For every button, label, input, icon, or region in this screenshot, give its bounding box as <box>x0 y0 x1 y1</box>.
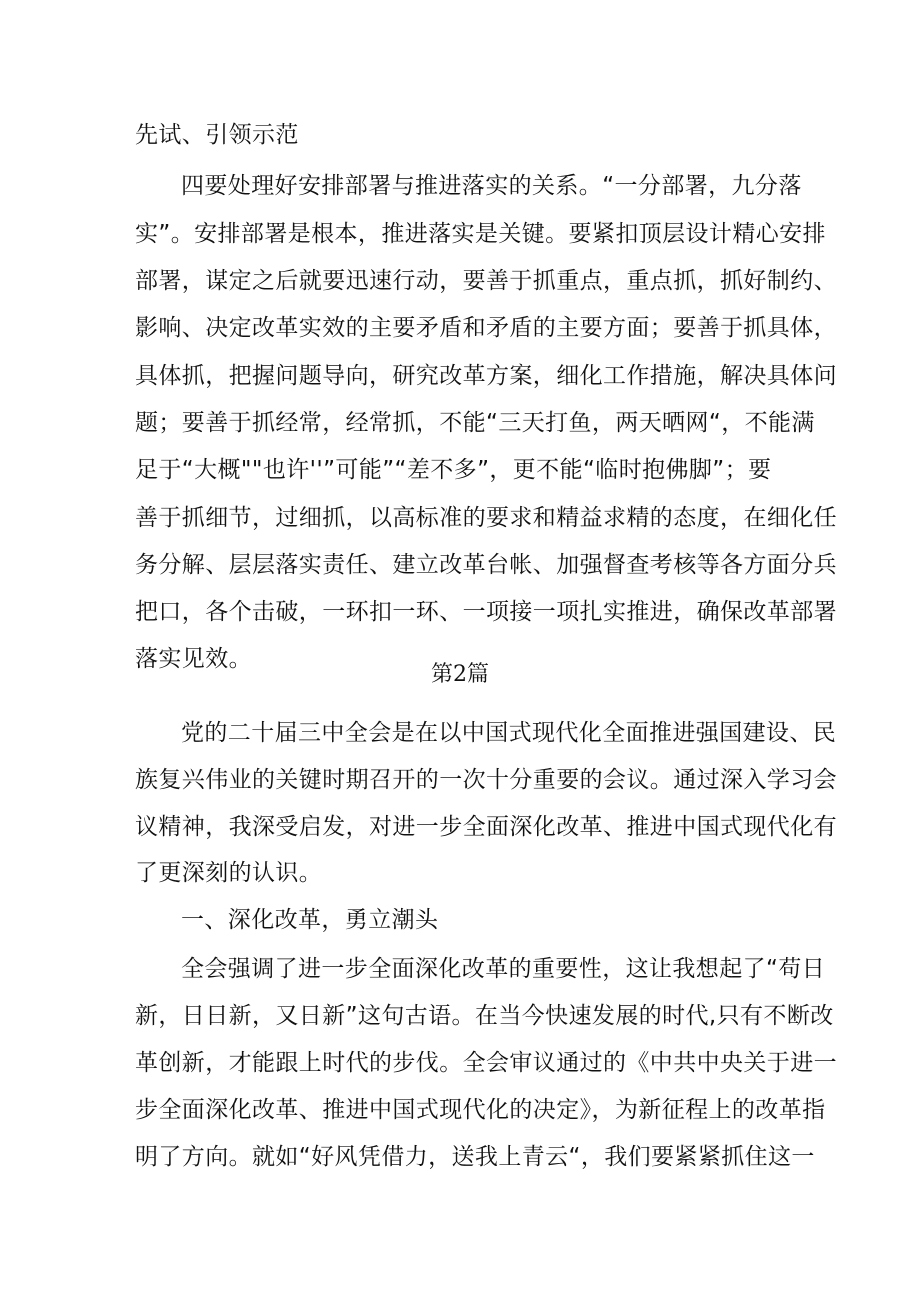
intro-line: 了更深刻的认识。 <box>135 860 323 886</box>
section4-line: 把口，各个击破，一环扣一环、一项接一项扎实推进，确保改革部署 <box>135 599 837 625</box>
continuation-line: 先试、引领示范 <box>135 122 299 148</box>
section4-line: 务分解、层层落实责任、建立改革台帐、加强督查考核等各方面分兵 <box>135 552 837 578</box>
body-line: 革创新，才能跟上时代的步伐。全会审议通过的《中共中央关于进一 <box>135 1050 837 1076</box>
body-line: 步全面深化改革、推进中国式现代化的决定》，为新征程上的改革指 <box>135 1097 826 1123</box>
intro-line: 族复兴伟业的关键时期召开的一次十分重要的会议。通过深入学习会 <box>135 767 837 793</box>
body-line: 明了方向。就如“好风凭借力，送我上青云“，我们要紧紧抓住这一 <box>135 1144 815 1170</box>
section4-line: 题；要善于抓经常，经常抓，不能“三天打鱼，两天晒网“，不能满 <box>135 410 815 436</box>
body-line: 新，日日新，又日新”这句古语。在当今快速发展的时代,只有不断改 <box>135 1003 834 1029</box>
section4-line: 善于抓细节，过细抓，以高标准的要求和精益求精的态度，在细化任 <box>135 505 837 531</box>
section4-line: 足于“大概""也许''”可能”“差不多”，更不能“临时抱佛脚”；要 <box>135 457 772 483</box>
section4-line: 具体抓，把握问题导向，研究改革方案，细化工作措施，解决具体问 <box>135 363 837 389</box>
section4-line: 部署，谋定之后就要迅速行动，要善于抓重点，重点抓，抓好制约、 <box>135 268 837 294</box>
article-title: 第2篇 <box>431 662 489 687</box>
section4-line: 影响、决定改革实效的主要矛盾和矛盾的主要方面；要善于抓具体， <box>135 315 837 341</box>
section4-line: 落实见效。 <box>135 646 252 672</box>
intro-line: 议精神，我深受启发，对进一步全面深化改革、推进中国式现代化有 <box>135 814 837 840</box>
section-heading: 一、深化改革，勇立潮头 <box>181 907 439 933</box>
intro-line: 党的二十届三中全会是在以中国式现代化全面推进强国建设、民 <box>181 720 837 746</box>
body-line: 全会强调了进一步全面深化改革的重要性，这让我想起了“苟日 <box>181 956 826 982</box>
section4-line: 四要处理好安排部署与推进落实的关系。“一分部署，九分落 <box>181 173 802 199</box>
section4-line: 实”。安排部署是根本，推进落实是关键。要紧扣顶层设计精心安排 <box>135 221 826 247</box>
